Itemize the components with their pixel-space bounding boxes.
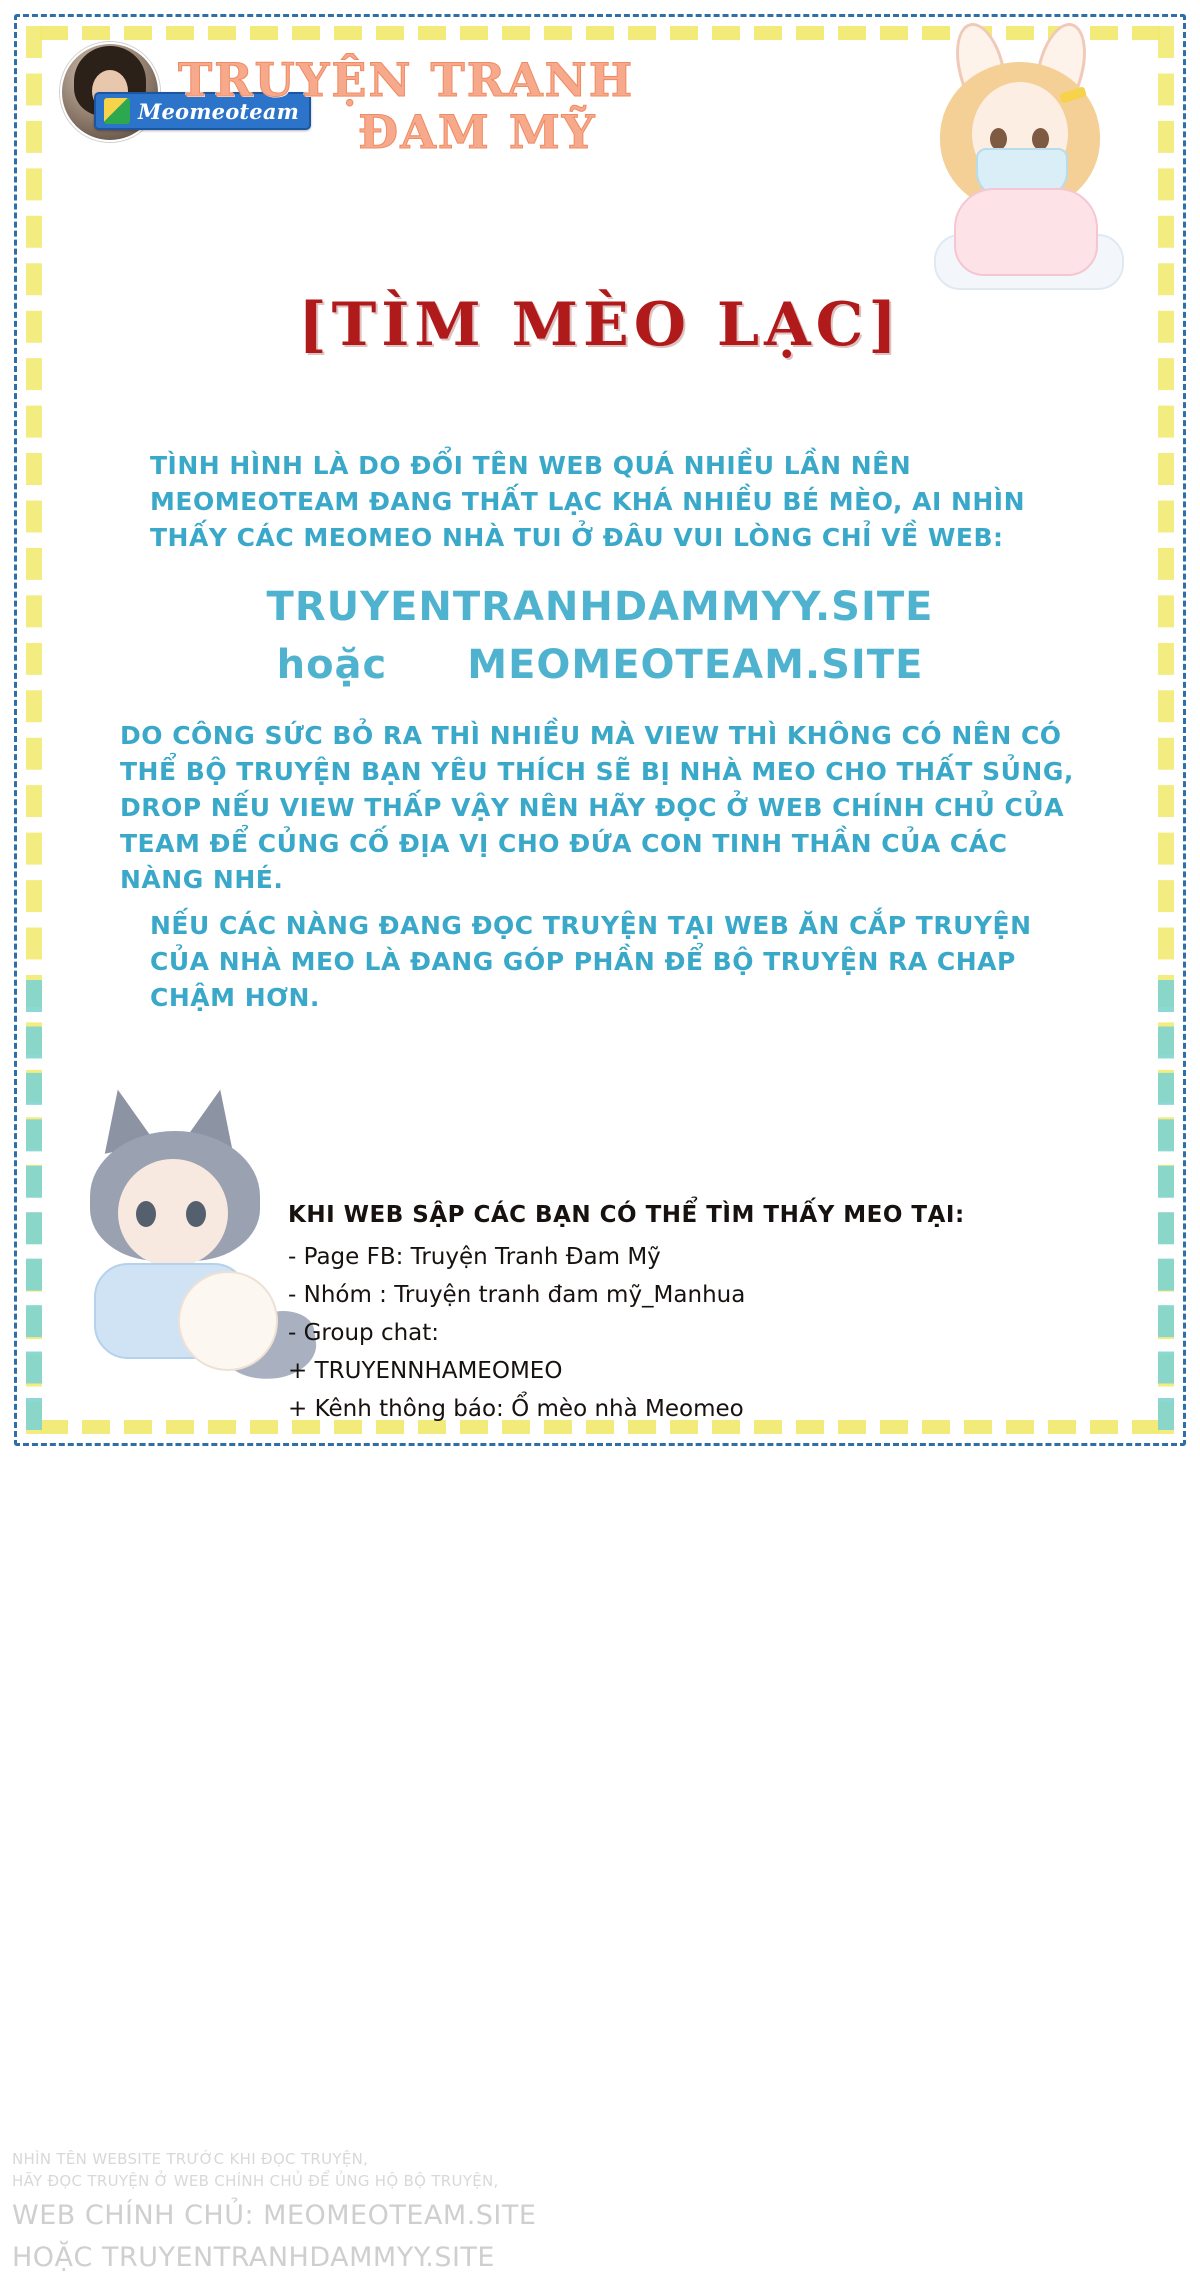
site-title-line-2: ĐAM MỸ	[358, 105, 597, 159]
chibi-eye-right	[1032, 128, 1049, 150]
contact-line-fb-page: - Page FB: Truyện Tranh Đam Mỹ	[288, 1244, 661, 1270]
page-border-teal-left	[26, 980, 42, 1430]
wolf-face-shape	[118, 1159, 228, 1267]
plush-toy-icon	[178, 1271, 278, 1371]
contact-line-channel: + Kênh thông báo: Ổ mèo nhà Meomeo	[288, 1396, 744, 1422]
chibi-girl-illustration	[910, 20, 1140, 290]
chibi-eye-left	[990, 128, 1007, 150]
chibi-body-shape	[954, 188, 1098, 276]
announcement-paragraph-2: DO CÔNG SỨC BỎ RA THÌ NHIỀU MÀ VIEW THÌ KHÔNG CÓ NÊN CÓ THỂ BỘ TRUYỆN BẠN YÊU THÍCH SẼ BỊ NHÀ MEO CHO THẤT SỦNG, DROP NẾU VIEW THẤP VẬY NÊN HÃY ĐỌC Ở WEB CHÍNH CHỦ CỦA TEAM ĐỂ CỦNG CỐ ĐỊA VỊ CHO ĐỨA CON TINH THẦN CỦA CÁC NÀNG NHÉ.	[120, 721, 1074, 894]
contact-block	[288, 1196, 1128, 1428]
footer-note-line-2: HÃY ĐỌC TRUYỆN Ở WEB CHÍNH CHỦ ĐỂ ỦNG HỘ BỘ TRUYỆN,	[12, 2172, 499, 2190]
footer-site-line-1: WEB CHÍNH CHỦ: MEOMEOTEAM.SITE	[12, 2200, 537, 2231]
wolf-eye-left	[136, 1201, 156, 1227]
announcement-paragraph-1: TÌNH HÌNH LÀ DO ĐỔI TÊN WEB QUÁ NHIỀU LẦN NÊN MEOMEOTEAM ĐANG THẤT LẠC KHÁ NHIỀU BÉ MÈO, AI NHÌN THẤY CÁC MEOMEO NHÀ TUI Ở ĐÂU VUI LÒNG CHỈ VỀ WEB:	[150, 451, 1026, 552]
contact-heading: KHI WEB SẬP CÁC BẠN CÓ THỂ TÌM THẤY MEO TẠI:	[288, 1202, 965, 1228]
official-site-block	[120, 578, 1080, 694]
flag-icon	[104, 98, 130, 124]
or-label: hoặc	[276, 642, 388, 688]
page-border-teal-right	[1158, 980, 1174, 1430]
site-title-line-1: TRUYỆN TRANH	[178, 53, 635, 107]
site-title	[178, 54, 634, 158]
wolf-eye-right	[186, 1201, 206, 1227]
wolf-boy-illustration	[60, 1085, 320, 1385]
announcement-paragraph-3: NẾU CÁC NÀNG ĐANG ĐỌC TRUYỆN TẠI WEB ĂN CẮP TRUYỆN CỦA NHÀ MEO LÀ ĐANG GÓP PHẦN ĐỂ BỘ TRUYỆN RA CHAP CHẬM HƠN.	[150, 911, 1032, 1012]
contact-line-fb-group: - Nhóm : Truyện tranh đam mỹ_Manhua	[288, 1282, 746, 1308]
contact-line-group-chat-name: + TRUYENNHAMEOMEO	[288, 1358, 563, 1384]
official-site-alt-row	[120, 636, 1080, 694]
footer-note-line-1: NHÌN TÊN WEBSITE TRƯỚC KHI ĐỌC TRUYỆN,	[12, 2150, 369, 2168]
brand-name: Meomeoteam	[138, 98, 300, 124]
official-site-primary: TRUYENTRANHDAMMYY.SITE	[266, 584, 934, 630]
footer-site-line-2: HOẶC TRUYENTRANHDAMMYY.SITE	[12, 2242, 495, 2273]
contact-line-group-chat: - Group chat:	[288, 1320, 440, 1346]
official-site-secondary: MEOMEOTEAM.SITE	[467, 642, 924, 688]
footer-watermark	[12, 2148, 1192, 2276]
page-title: [TÌM MÈO LẠC]	[298, 290, 902, 360]
